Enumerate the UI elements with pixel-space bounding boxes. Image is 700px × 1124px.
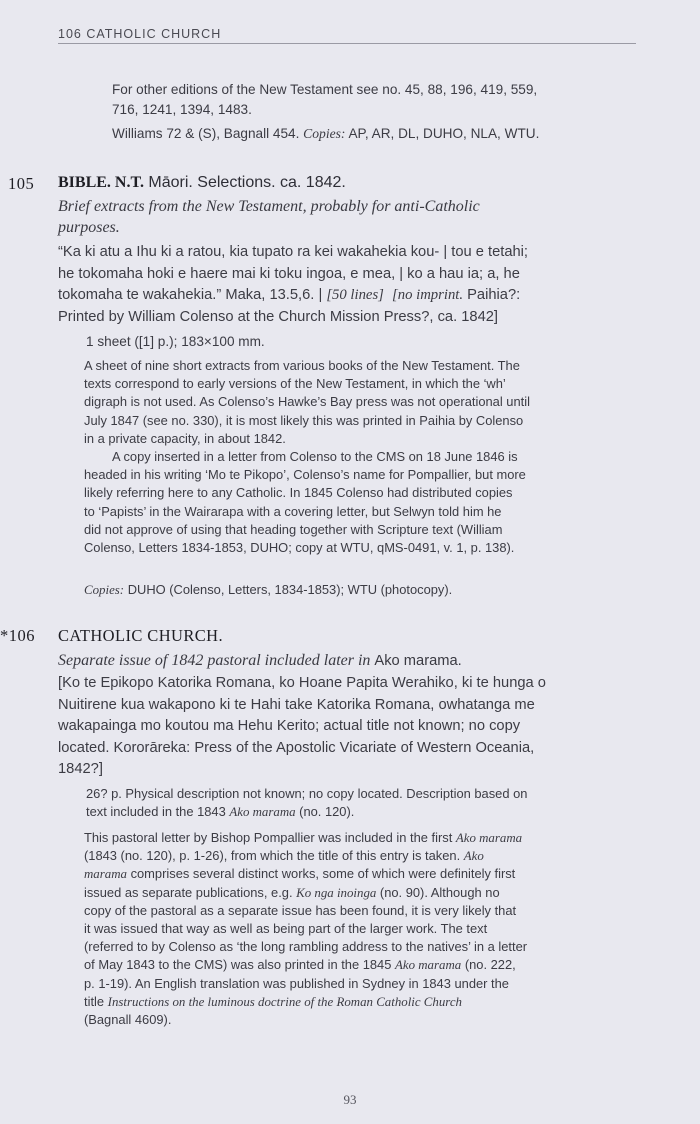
copies-list: AP, AR, DL, DUHO, NLA, WTU. <box>348 126 540 141</box>
note-line: did not approve of using that heading together with Scripture text (William <box>84 521 503 537</box>
entry-heading-106 <box>58 626 223 646</box>
entry-number-105: 105 <box>8 174 35 193</box>
note-line <box>84 993 635 1011</box>
supplied-line: Nuitirene kua wakapono ki te Hahi take Katorika Romana, owhatanga me <box>58 696 535 713</box>
note-line: texts correspond to early versions of the New Testament, in which the ‘wh’ <box>84 376 506 392</box>
no-imprint: [no imprint. <box>392 287 464 303</box>
note-line <box>84 829 635 847</box>
entry-title-106 <box>58 650 462 672</box>
quote-text: tokomaha te wakahekia.” Maka, 13.5,6. | <box>58 287 327 303</box>
note-line: headed in his writing ‘Mo te Pikopo’, Colenso’s name for Pompallier, but more <box>84 467 526 483</box>
note-line <box>84 884 635 902</box>
entry-title-105 <box>58 196 638 238</box>
note-line: digraph is not used. As Colenso’s Hawke’s Bay press was not operational until <box>84 394 530 410</box>
note-line: A sheet of nine short extracts from various books of the New Testament. The <box>84 358 520 373</box>
text: (no. 120). <box>295 804 355 820</box>
title-roman: Ako marama. <box>374 653 462 669</box>
note-105-para-2 <box>84 448 635 557</box>
title-line-1: Brief extracts from the New Testament, probably for anti-Catholic <box>58 198 480 215</box>
work-title: Ako marama <box>229 805 296 820</box>
quote-line-3 <box>58 285 648 307</box>
copies-list: DUHO (Colenso, Letters, 1834-1853); WTU (photocopy). <box>127 582 453 597</box>
other-editions-line-1: For other editions of the New Testament see no. 45, 88, 196, 419, 559, <box>112 82 538 97</box>
physical-description-105: 1 sheet ([1] p.); 183×100 mm. <box>86 334 265 349</box>
text: (no. 222, <box>461 957 516 973</box>
note-line: copy of the pastoral as a separate issue has been found, it is very likely that <box>84 902 517 918</box>
supplied-line: 1842?] <box>58 761 103 777</box>
text: This pastoral letter by Bishop Pompallier was included in the first <box>84 830 456 845</box>
other-editions-line-2: 716, 1241, 1394, 1483. <box>112 101 252 117</box>
note-line <box>84 956 635 974</box>
note-line: A copy inserted in a letter from Colenso to the CMS on 18 June 1846 is <box>112 449 518 464</box>
supplied-line: wakapainga mo koutou ma Hehu Kerito; actual title not known; no copy <box>58 718 521 734</box>
text: title <box>84 993 108 1009</box>
quote-line-1: “Ka ki atu a Ihu ki a ratou, kia tupato ra kei wakahekia kou- | tou e tetahi; <box>58 244 528 260</box>
text: text included in the 1843 <box>86 804 230 820</box>
imprint-place: Paihia?: <box>463 287 521 303</box>
note-line: Colenso, Letters 1834-1853, DUHO; copy at WTU, qMS-0491, v. 1, p. 138). <box>84 540 515 556</box>
work-title: Ako <box>463 849 484 864</box>
note-105-para-1 <box>84 357 635 448</box>
heading-bold: BIBLE. N.T. <box>58 174 144 191</box>
references: Williams 72 & (S), Bagnall 454. <box>112 126 300 141</box>
supplied-title-106 <box>58 673 648 781</box>
copies-105 <box>84 581 452 599</box>
work-title: Ako marama <box>394 958 462 973</box>
quotation-105 <box>58 242 648 328</box>
title-line-2: purposes. <box>58 219 120 236</box>
spacer <box>384 287 392 303</box>
note-line: (Bagnall 4609). <box>84 1012 172 1028</box>
note-line: likely referring here to any Catholic. In 1845 Colenso had distributed copies <box>84 485 513 501</box>
text: issued as separate publications, e.g. <box>84 884 297 900</box>
work-title: Ako marama <box>455 831 523 845</box>
physical-line-2 <box>86 803 635 821</box>
text: comprises several distinct works, some of which were definitely first <box>126 866 516 882</box>
quote-line-4: Printed by William Colenso at the Church Mission Press?, ca. 1842] <box>58 308 499 325</box>
note-106 <box>84 829 635 1029</box>
line-count: [50 lines] <box>326 287 384 303</box>
note-line: (referred to by Colenso as ‘the long rambling address to the natives’ in a letter <box>84 939 528 955</box>
text: (no. 90). Although no <box>376 884 500 900</box>
copies-label: Copies: <box>303 126 346 141</box>
note-line <box>84 865 635 883</box>
physical-description-106 <box>86 785 635 821</box>
note-line: in a private capacity, in about 1842. <box>84 430 286 446</box>
entry-heading-105 <box>58 174 346 192</box>
copies-label: Copies: <box>84 583 125 597</box>
supplied-line: [Ko te Epikopo Katorika Romana, ko Hoane Papita Werahiko, ki te hunga o <box>58 675 546 691</box>
title-italic: Separate issue of 1842 pastoral included later in <box>58 652 371 669</box>
entry-number-106: *106 <box>0 626 35 645</box>
note-line: July 1847 (see no. 330), it is most likely this was printed in Paihia by Colenso <box>84 412 524 428</box>
work-title: marama <box>84 867 127 882</box>
page-number: 93 <box>343 1092 357 1107</box>
heading-rest: Māori. Selections. ca. 1842. <box>148 174 346 191</box>
text: of May 1843 to the CMS) was also printed in the 1845 <box>84 957 395 973</box>
continuation-block <box>112 80 642 119</box>
running-head: 106 CATHOLIC CHURCH <box>58 27 636 44</box>
quote-line-2: he tokomaha hoki e haere mai ki toku ingoa, e mea, | ko a hau ia; a, he <box>58 265 520 282</box>
note-line <box>84 847 635 865</box>
work-title: Instructions on the luminous doctrine of the Roman Catholic Church <box>107 994 463 1009</box>
supplied-line: located. Kororāreka: Press of the Apostolic Vicariate of Western Oceania, <box>58 739 535 756</box>
physical-line-1: 26? p. Physical description not known; no copy located. Description based on <box>86 786 528 801</box>
text: (1843 (no. 120), p. 1-26), from which the title of this entry is taken. <box>84 848 464 864</box>
heading-text: CATHOLIC CHURCH. <box>58 626 223 645</box>
work-title: Ko nga inoinga <box>296 885 377 900</box>
note-line: to ‘Papists’ in the Wairarapa with a covering letter, but Selwyn told him he <box>84 503 502 519</box>
note-line: p. 1-19). An English translation was published in Sydney in 1843 under the <box>84 975 509 991</box>
note-line: it was issued that way as well as being part of the larger work. The text <box>84 921 488 937</box>
continuation-refs <box>112 124 539 144</box>
